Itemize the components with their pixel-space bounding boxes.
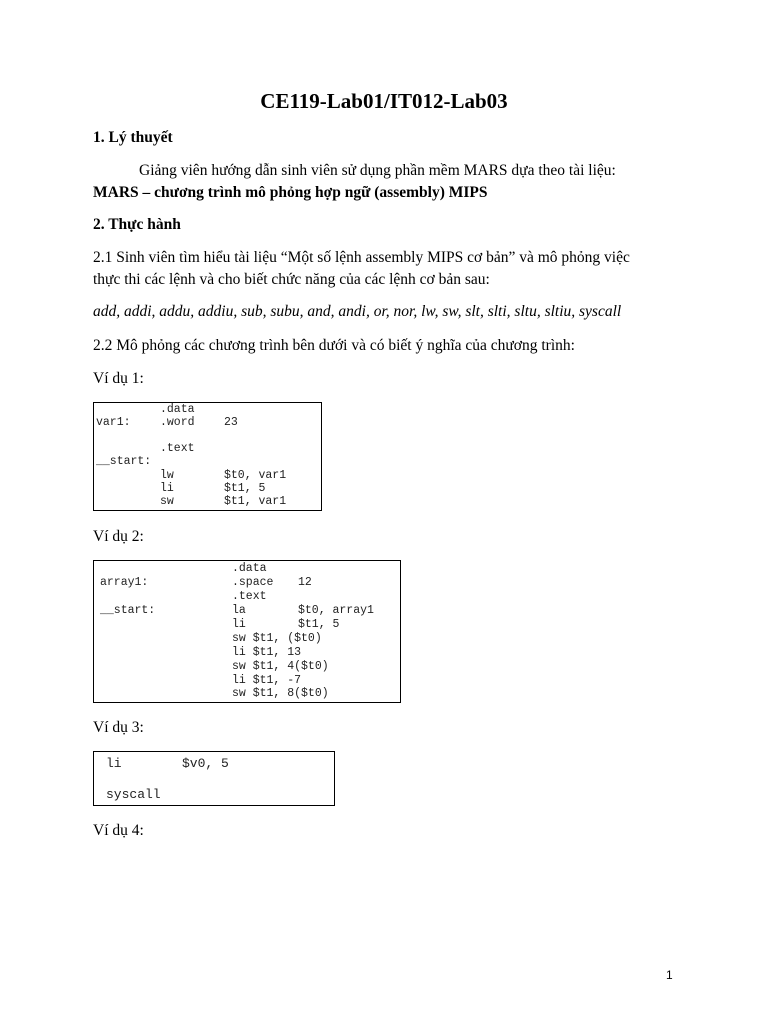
code-line: lw $t0, var1 (160, 469, 287, 482)
code-box-example1 (93, 402, 322, 511)
code-line: sw $t1, ($t0) (232, 632, 322, 645)
code-line: __start: la $t0, array1 (100, 604, 374, 617)
section1-heading: 1. Lý thuyết (93, 129, 173, 146)
example2-label: Ví dụ 2: (93, 528, 144, 545)
code-line: li $v0, 5 (106, 756, 229, 771)
page-number: 1 (666, 968, 673, 982)
code-line: sw $t1, 4($t0) (232, 660, 329, 673)
item21-line1: 2.1 Sinh viên tìm hiểu tài liệu “Một số lệnh assembly MIPS cơ bản” và mô phỏng việc (93, 249, 630, 266)
example4-label: Ví dụ 4: (93, 822, 144, 839)
code-line: .text (232, 590, 267, 603)
code-line: syscall (106, 787, 161, 802)
code-box-example3 (93, 751, 335, 806)
code-box-example2 (93, 560, 401, 703)
code-line: sw $t1, 8($t0) (232, 687, 329, 700)
code-line: .data (160, 403, 195, 416)
code-line: .data (232, 562, 267, 575)
item22-text: 2.2 Mô phỏng các chương trình bên dưới và có biết ý nghĩa của chương trình: (93, 337, 575, 354)
code-line: .text (160, 442, 195, 455)
code-line: __start: (96, 455, 152, 468)
example1-label: Ví dụ 1: (93, 370, 144, 387)
section1-paragraph-line1: Giảng viên hướng dẫn sinh viên sử dụng phần mềm MARS dựa theo tài liệu: (139, 162, 616, 179)
code-line: var1: .word 23 (96, 416, 238, 429)
page-title: CE119-Lab01/IT012-Lab03 (260, 89, 508, 113)
section2-heading: 2. Thực hành (93, 216, 181, 233)
code-line: li $t1, -7 (232, 674, 302, 687)
code-line: sw $t1, var1 (160, 495, 287, 508)
code-line: li $t1, 13 (232, 646, 302, 659)
code-line: li $t1, 5 (160, 482, 266, 495)
instruction-list: add, addi, addu, addiu, sub, subu, and, andi, or, nor, lw, sw, slt, slti, sltu, sltiu, syscall (93, 303, 622, 320)
section1-paragraph-line2: MARS – chương trình mô phỏng hợp ngữ (assembly) MIPS (93, 184, 488, 201)
code-line: li $t1, 5 (232, 618, 340, 631)
example3-label: Ví dụ 3: (93, 719, 144, 736)
item21-line2: thực thi các lệnh và cho biết chức năng của các lệnh cơ bản sau: (93, 271, 490, 288)
code-line: array1: .space 12 (100, 576, 312, 589)
